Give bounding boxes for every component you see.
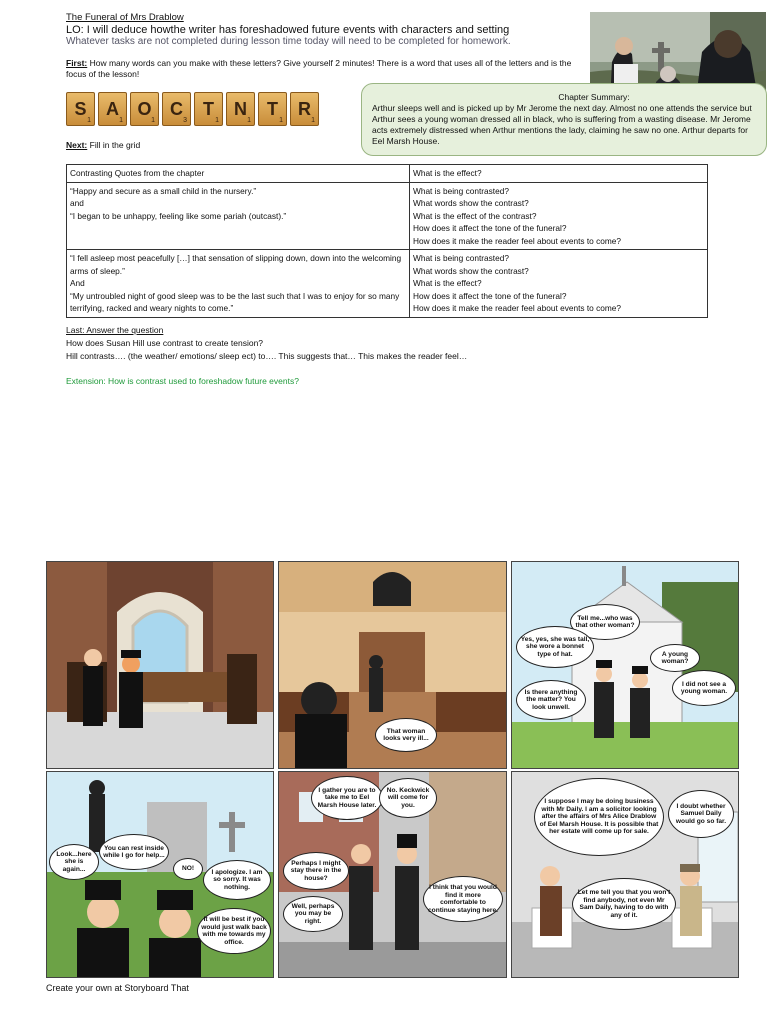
grid-row-2-effect: What is being contrasted? What words show the contrast? What is the effect? How does it affect the tone of the funeral? How does it make the reader feel about events to come? <box>410 250 708 318</box>
speech-bubble: I gather you are to take me to Eel Marsh House later. <box>311 776 383 820</box>
speech-bubble: Perhaps I might stay there in the house? <box>283 852 349 890</box>
letter-tile: C $_3$ <box>162 92 191 126</box>
letter-tile: A $_1$ <box>98 92 127 126</box>
next-text: Fill in the grid <box>87 140 141 150</box>
speech-bubble: Let me tell you that you won't find anybody, not even Mr Sam Daily, having to do with any of it. <box>572 878 676 930</box>
storyboard-credit: Create your own at Storyboard That <box>46 983 189 993</box>
speech-bubble: That woman looks very ill... <box>375 718 437 752</box>
letter-tile: T $_1$ <box>194 92 223 126</box>
storyboard-panel-1 <box>46 561 274 769</box>
grid-header-quotes: Contrasting Quotes from the chapter <box>67 165 410 183</box>
storyboard-panel-5 <box>278 771 507 978</box>
speech-bubble: A young woman? <box>650 644 700 672</box>
extension-task: Extension: How is contrast used to foreshadow future events? <box>66 376 299 386</box>
speech-bubble: Look...here she is again... <box>49 844 99 880</box>
letter-tile: S $_1$ <box>66 92 95 126</box>
letter-tiles <box>66 92 319 126</box>
question: How does Susan Hill use contrast to create tension? <box>66 338 264 348</box>
grid-row-2-quote: “I fell asleep most peacefully […] that sensation of slipping down, down into the welcoming arms of sleep.” And “My untroubled night of good sleep was to be the last such that I was to enjoy for so many terrifying, racked and weary nights to come.” <box>67 250 410 318</box>
storyboard-panel-6 <box>511 771 739 978</box>
next-label: Next: <box>66 140 88 150</box>
church-interior-scene <box>47 562 273 768</box>
grid-header-effect: What is the effect? <box>410 165 708 183</box>
speech-bubble: I suppose I may be doing business with Mr Daily. I am a solicitor looking after the affairs of Mrs Alice Drablow of Eel Marsh House. It is possible that her estate will come up for sale. <box>534 778 664 856</box>
speech-bubble: It will be best if you would just walk back with me towards my office. <box>197 908 271 954</box>
homework-note: Whatever tasks are not completed during lesson time today will need to be completed for homework. <box>66 36 511 47</box>
speech-bubble: I did not see a young woman. <box>672 670 736 706</box>
speech-bubble: I think that you would find it more comfortable to continue staying here. <box>423 876 503 922</box>
last-task-label: Last: Answer the question <box>66 325 164 335</box>
letter-tile: O $_1$ <box>130 92 159 126</box>
speech-bubble: NO! <box>173 858 203 880</box>
speech-bubble: No. Keckwick will come for you. <box>379 778 437 818</box>
storyboard-panel-4 <box>46 771 274 978</box>
chapter-summary-heading: Chapter Summary: <box>558 92 630 102</box>
chapter-summary <box>361 83 767 156</box>
next-task <box>66 140 140 150</box>
speech-bubble: I apologize. I am so sorry. It was nothing. <box>203 860 271 900</box>
first-text: How many words can you make with these letters? Give yourself 2 minutes! There is a word that uses all of the letters and is the focus of the lesson! <box>66 58 572 79</box>
speech-bubble: I doubt whether Samuel Daily would go so far. <box>668 790 734 838</box>
letter-tile: R $_1$ <box>290 92 319 126</box>
speech-bubble: Tell me...who was that other woman? <box>570 604 640 640</box>
first-label: First: <box>66 58 88 68</box>
grid-row-1-quote: “Happy and secure as a small child in the nursery.” and “I began to be unhappy, feeling like some pariah (outcast).” <box>67 182 410 250</box>
contrast-grid <box>66 164 708 318</box>
speech-bubble: Is there anything the matter? You look unwell. <box>516 680 586 720</box>
grid-row-1-effect: What is being contrasted? What words show the contrast? What is the effect of the contrast? How does it affect the tone of the funeral? How does it make the reader feel about events to come? <box>410 182 708 250</box>
storyboard-panel-3 <box>511 561 739 769</box>
speech-bubble: Yes, yes, she was tall, she wore a bonnet type of hat. <box>516 626 594 668</box>
chapter-summary-text: Arthur sleeps well and is picked up by Mr Jerome the next day. Almost no one attends the service but Arthur sees a young woman dressed all in black, who is suffering from a wasting disease. Mr Jerome acts extremely distressed when Arthur mentions the lady, claiming he saw no one. Arthur departs for Eel Marsh House. <box>372 103 752 146</box>
first-task <box>66 58 586 80</box>
letter-tile: N $_1$ <box>226 92 255 126</box>
speech-bubble: Well, perhaps you may be right. <box>283 896 343 932</box>
storyboard-panel-2 <box>278 561 507 769</box>
worksheet-title: The Funeral of Mrs Drablow <box>66 12 184 23</box>
learning-objective: LO: I will deduce howthe writer has foreshadowed future events with characters and setting <box>66 24 510 36</box>
speech-bubble: You can rest inside while I go for help... <box>99 834 169 870</box>
letter-tile: T $_1$ <box>258 92 287 126</box>
sentence-starter: Hill contrasts…. (the weather/ emotions/ sleep ect) to…. This suggests that… This makes the reader feel… <box>66 351 468 361</box>
